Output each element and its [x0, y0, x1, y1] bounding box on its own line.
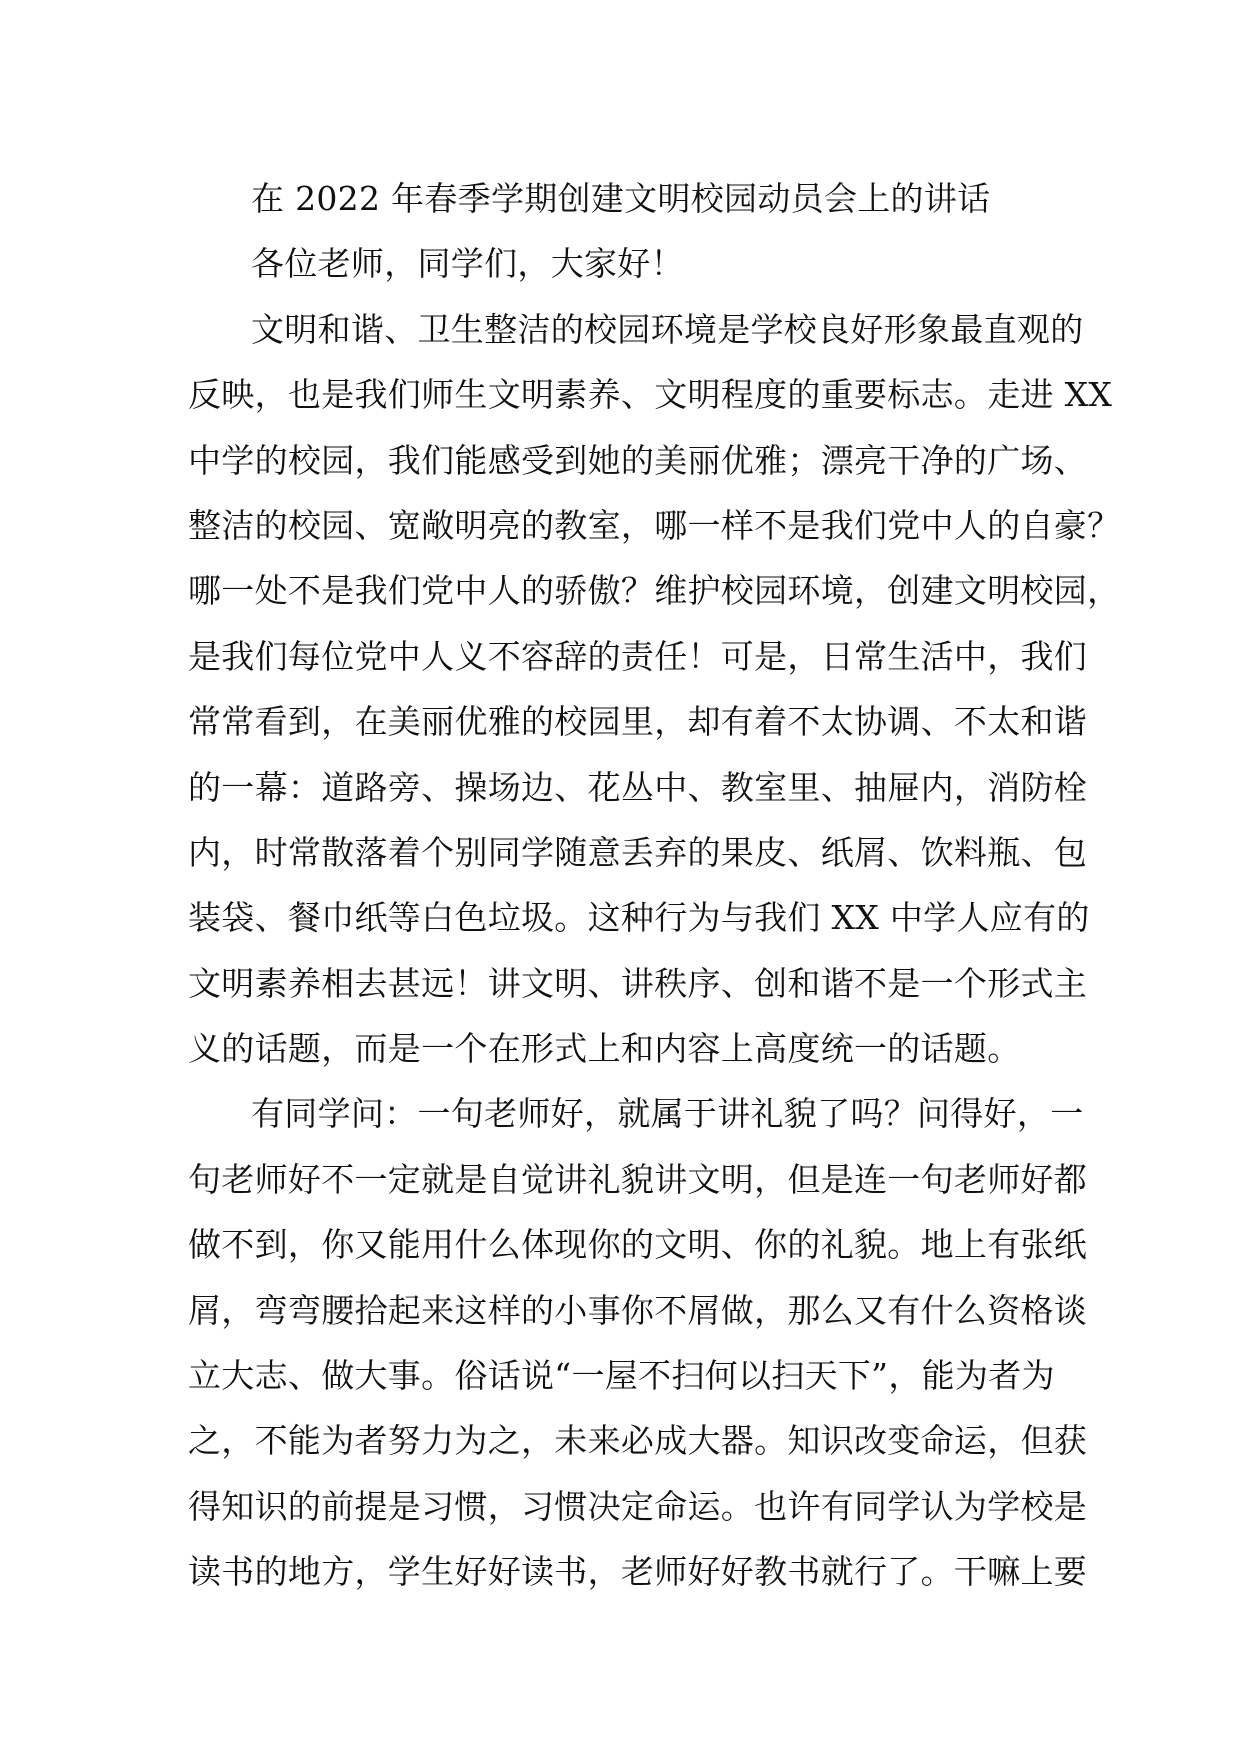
document-title: 在 2022 年春季学期创建文明校园动员会上的讲话 — [251, 179, 991, 218]
paragraph-line: 中学的校园，我们能感受到她的美丽优雅；漂亮干净的广场、 — [188, 440, 1088, 480]
paragraph-1 — [188, 297, 1121, 1082]
paragraph-line: 文明和谐、卫生整洁的校园环境是学校良好形象最直观的 — [251, 309, 1084, 349]
paragraph-line: 装袋、餐巾纸等白色垃圾。这种行为与我们 XX 中学人应有的 — [188, 898, 1090, 938]
greeting: 各位老师，同学们，大家好！ — [251, 244, 684, 284]
paragraph-line: 屑，弯弯腰拾起来这样的小事你不屑做，那么又有什么资格谈 — [188, 1290, 1088, 1330]
paragraph-line: 有同学问：一句老师好，就属于讲礼貌了吗？问得好，一 — [251, 1094, 1084, 1134]
paragraph-line: 之，不能为者努力为之，未来必成大器。知识改变命运，但获 — [188, 1421, 1088, 1461]
paragraph-line: 内，时常散落着个别同学随意丢弃的果皮、纸屑、饮料瓶、包 — [188, 832, 1088, 872]
paragraph-line: 立大志、做大事。俗话说“一屋不扫何以扫天下”，能为者为 — [188, 1356, 1055, 1396]
paragraph-line: 句老师好不一定就是自觉讲礼貌讲文明，但是连一句老师好都 — [188, 1159, 1088, 1199]
speech-body — [188, 166, 1121, 1605]
paragraph-line: 读书的地方，学生好好读书，老师好好教书就行了。干嘛上要 — [188, 1552, 1088, 1592]
paragraph-line: 反映，也是我们师生文明素养、文明程度的重要标志。走进 XX — [188, 375, 1113, 415]
paragraph-line: 得知识的前提是习惯，习惯决定命运。也许有同学认为学校是 — [188, 1486, 1088, 1526]
paragraph-line: 做不到，你又能用什么体现你的文明、你的礼貌。地上有张纸 — [188, 1225, 1088, 1265]
paragraph-2 — [188, 1081, 1088, 1604]
paragraph-line: 的一幕：道路旁、操场边、花丛中、教室里、抽屉内，消防栓 — [188, 767, 1088, 807]
paragraph-line: 哪一处不是我们党中人的骄傲？维护校园环境，创建文明校园， — [188, 571, 1121, 611]
paragraph-line: 常常看到，在美丽优雅的校园里，却有着不太协调、不太和谐 — [188, 702, 1088, 742]
paragraph-line: 整洁的校园、宽敞明亮的教室，哪一样不是我们党中人的自豪？ — [188, 505, 1121, 545]
paragraph-line: 文明素养相去甚远！讲文明、讲秩序、创和谐不是一个形式主 — [188, 963, 1088, 1003]
paragraph-line: 义的话题，而是一个在形式上和内容上高度统一的话题。 — [188, 1029, 1021, 1069]
paragraph-line: 是我们每位党中人义不容辞的责任！可是，日常生活中，我们 — [188, 636, 1088, 676]
